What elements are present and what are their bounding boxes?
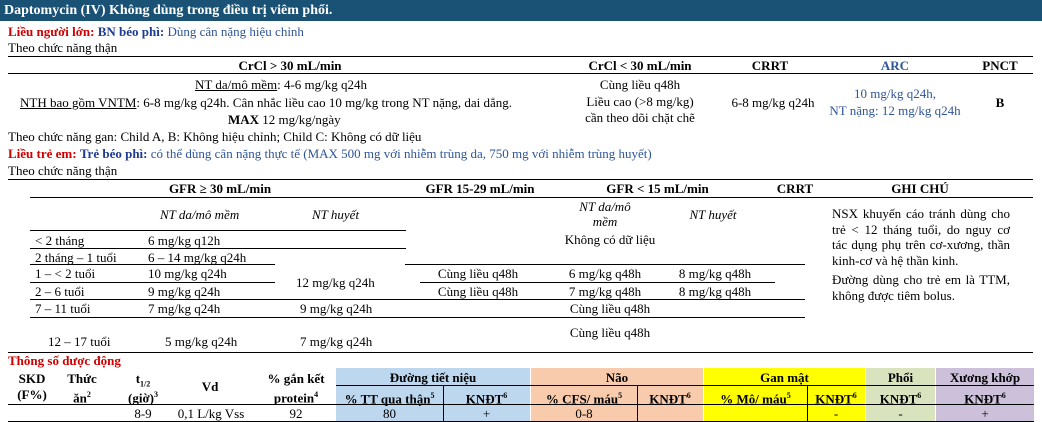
- skin-row-0: 6 mg/kg q12h: [148, 233, 221, 248]
- col-t12-text: t: [135, 371, 141, 386]
- age-row-5: 12 – 17 tuổi: [48, 334, 111, 349]
- col-protein-a: % gắn kết: [267, 371, 325, 386]
- col-crcl-gt30: CrCl > 30 mL/min: [238, 58, 342, 73]
- row-line-4: [30, 299, 805, 300]
- ped-dose-line: [8, 146, 652, 161]
- col-protein-b-text: protein: [273, 390, 315, 406]
- val-csf-pct: 0-8: [575, 406, 593, 421]
- age-row-4: 7 – 11 tuổi: [35, 301, 91, 316]
- col-gfr-lt15: GFR < 15 mL/min: [606, 181, 709, 196]
- col-food-2: $ăn^2$: [73, 390, 91, 406]
- ped-note: [832, 206, 1010, 303]
- sub-kndt-brain: KNĐT$^6$: [649, 391, 691, 407]
- skin-row-2: 10 mg/kg q24h: [148, 266, 227, 281]
- col-ped-crrt: CRRT: [776, 181, 814, 196]
- ped-renal-heading: Theo chức năng thận: [8, 163, 118, 178]
- col-arc: ARC: [880, 58, 910, 73]
- max-dose: 12 mg/kg/ngày: [259, 112, 341, 127]
- sub-csf-text: % CFS/ máu: [545, 391, 619, 407]
- ped-note-p2: Đường dùng cho trẻ em là TTM, không được tiêm bolus.: [832, 272, 1010, 303]
- val-renal-kndt: +: [482, 406, 491, 421]
- crrt-dose: 6-8 mg/kg q24h: [731, 95, 815, 110]
- adult-table-top-line: [8, 56, 1033, 57]
- pk-group-line: [336, 385, 1034, 386]
- sub-kndt-biliary-text: KNĐT: [815, 391, 853, 407]
- skin-row-4: 7 mg/kg q24h: [148, 301, 221, 316]
- ped-table-top-line: [8, 179, 1033, 180]
- grp-brain: Não: [605, 370, 629, 385]
- ped-obese-text: có thể dùng cân nặng thực tế (MAX 500 mg với nhiễm trùng da, 750 mg với nhiễm trùng huyết): [150, 146, 652, 161]
- col-skd: SKD: [18, 371, 46, 386]
- skin-row-5: 5 mg/kg q24h: [165, 334, 238, 349]
- ped-note-p1: NSX khuyến cáo tránh dùng cho trẻ < 12 tháng tuổi, do nguy cơ tác dụng phụ trên cơ-xương, thần kinh-cơ và hệ thần kinh.: [832, 206, 1010, 268]
- ped-header-line: [30, 197, 1033, 198]
- grp-biliary: Gan mật: [760, 370, 809, 385]
- skin-soft-tissue-dose: : 4-6 mg/kg q24h: [277, 77, 368, 92]
- col-t12-unit-text: (giờ): [128, 390, 154, 406]
- sub-blood: NT huyết: [312, 207, 360, 222]
- row-line-1: [30, 248, 406, 249]
- adult-gt30-line3: [228, 112, 341, 127]
- adult-gt30-line1: [195, 77, 367, 92]
- ped-dose-label: Liều trẻ em:: [8, 146, 77, 161]
- sub-kndt-lung: KNĐT$^6$: [879, 391, 922, 407]
- arc-line1: 10 mg/kg q24h,: [854, 86, 936, 101]
- val-protein: 92: [289, 406, 303, 421]
- adult-renal-heading: Theo chức năng thận: [8, 40, 118, 55]
- sub-bile-text: % Mô/ máu: [720, 391, 787, 407]
- age-row-1: 2 tháng – 1 tuổi: [35, 250, 117, 265]
- lt15-blood-row-3: 8 mg/kg q48h: [678, 284, 752, 299]
- val-vd: 0,1 L/kg Vss: [177, 406, 245, 421]
- col-t12-unit: (giờ)$^3$: [128, 390, 158, 406]
- lt15-skin-row-2: 6 mg/kg q48h: [568, 266, 642, 281]
- adult-gt30-line2: [20, 95, 512, 110]
- sub-kndt-urinary-text: KNĐT: [465, 391, 504, 407]
- adult-dose-label: Liều người lớn:: [8, 24, 95, 39]
- sub-skin-lt15-a: NT da/mô: [579, 199, 631, 214]
- ped-table-bottom-line: [8, 352, 1033, 353]
- gfr15-29-row-2: Cùng liều q48h: [437, 266, 519, 281]
- adult-dose-line: [8, 24, 304, 39]
- adult-obese-label: BN béo phì:: [97, 24, 165, 39]
- row-line-2b: [405, 264, 805, 265]
- lt30-line3: cần theo dõi chặt chẽ: [585, 110, 695, 125]
- sub-skin-lt15-b: mềm: [592, 214, 618, 229]
- adult-header-line: [8, 73, 1033, 74]
- age-row-0: < 2 tháng: [35, 233, 85, 248]
- sub-renal-text: % TT qua thận: [344, 391, 431, 407]
- ped-obese-label: Trẻ béo phì:: [79, 146, 148, 161]
- row-line-5: [30, 317, 805, 318]
- adult-obese-text: Dùng cân nặng hiệu chỉnh: [167, 24, 304, 39]
- no-data: Không có dữ liệu: [564, 232, 656, 247]
- val-lung-kndt: -: [898, 406, 903, 421]
- age-row-2: 1 – < 2 tuổi: [35, 266, 96, 281]
- col-protein-b: protein$^4$: [273, 390, 319, 406]
- grp-urinary: Đường tiết niệu: [389, 370, 477, 385]
- bacteremia-dose: : 6-8 mg/kg q24h. Cân nhắc liều cao 10 mg/kg trong NT nặng, dai dẳng.: [136, 95, 513, 110]
- row-line-0: [30, 230, 406, 231]
- sub-kndt-biliary: KNĐT$^6$: [815, 391, 857, 407]
- merged-row-4: Cùng liều q48h: [569, 301, 651, 316]
- skin-soft-tissue-label: NT da/mô mềm: [195, 77, 278, 92]
- col-pnct: PNCT: [982, 58, 1018, 73]
- col-skd-unit: (F%): [17, 387, 47, 402]
- blood-row-5: 7 mg/kg q24h: [300, 334, 373, 349]
- col-crcl-lt30: CrCl < 30 mL/min: [588, 58, 692, 73]
- sub-kndt-bone-text: KNĐT: [964, 391, 1002, 407]
- val-renal-pct: 80: [383, 406, 396, 421]
- col-vd: Vd: [201, 379, 219, 394]
- val-bone-kndt: +: [981, 406, 989, 421]
- col-crrt: CRRT: [751, 58, 789, 73]
- row-line-3b: [420, 282, 775, 283]
- sub-csf: % CFS/ máu$^5$: [545, 391, 623, 407]
- lt30-line2: Liều cao (>8 mg/kg): [586, 94, 694, 109]
- val-bile-kndt: -: [833, 406, 839, 421]
- max-label: MAX: [228, 112, 260, 127]
- grp-bone: Xương khớp: [949, 370, 1021, 385]
- row-line-2: [30, 264, 275, 265]
- age-row-3: 2 – 6 tuổi: [35, 284, 85, 299]
- col-food: Thức: [67, 371, 97, 386]
- lt15-skin-row-3: 7 mg/kg q48h: [568, 284, 642, 299]
- col-gfr-15-29: GFR 15-29 mL/min: [425, 181, 535, 196]
- drug-title: Daptomycin (IV) Không dùng trong điều trị viêm phổi.: [0, 0, 1042, 21]
- gfr15-29-row-3: Cùng liều q48h: [437, 284, 519, 299]
- blood-row-4: 9 mg/kg q24h: [300, 301, 373, 316]
- sub-skin: NT da/mô mềm: [160, 207, 240, 222]
- pk-label: Thông số dược động: [8, 353, 121, 368]
- blood-rows-1-6: 12 mg/kg q24h: [296, 275, 375, 290]
- bacteremia-label: NTH bao gồm VNTM: [20, 95, 137, 110]
- hepatic-function: Theo chức năng gan: Child A, B: Không hiệu chỉnh; Child C: Không có dữ liệu: [8, 129, 422, 144]
- sub-kndt-bone: KNĐT$^6$: [964, 391, 1006, 407]
- sub-blood-lt15: NT huyết: [689, 207, 737, 222]
- grp-lung: Phổi: [887, 370, 914, 385]
- lt30-line1: Cùng liều q48h: [599, 77, 681, 92]
- sub-kndt-brain-text: KNĐT: [649, 391, 687, 407]
- val-t12: 8-9: [134, 406, 152, 421]
- sub-bile: % Mô/ máu$^5$: [720, 391, 791, 407]
- row-line-3: [30, 282, 275, 283]
- skin-row-3: 9 mg/kg q24h: [148, 284, 221, 299]
- col-food-2-text: ăn: [73, 390, 87, 406]
- col-t12-sub: 1/2: [140, 379, 151, 389]
- sub-kndt-urinary: KNĐT$^6$: [465, 391, 508, 407]
- sub-kndt-lung-text: KNĐT: [879, 391, 918, 407]
- lt15-blood-row-2: 8 mg/kg q48h: [678, 266, 752, 281]
- col-gfr-ge30: GFR ≥ 30 mL/min: [168, 181, 272, 196]
- merged-row-5: Cùng liều q48h: [569, 325, 651, 340]
- pnct-value: B: [995, 95, 1005, 110]
- skin-row-1: 6 – 14 mg/kg q24h: [148, 250, 247, 265]
- col-note: GHI CHÚ: [891, 181, 949, 196]
- arc-line2: NT nặng: 12 mg/kg q24h: [829, 103, 961, 118]
- sub-renal: % TT qua thận$^5$: [344, 391, 435, 407]
